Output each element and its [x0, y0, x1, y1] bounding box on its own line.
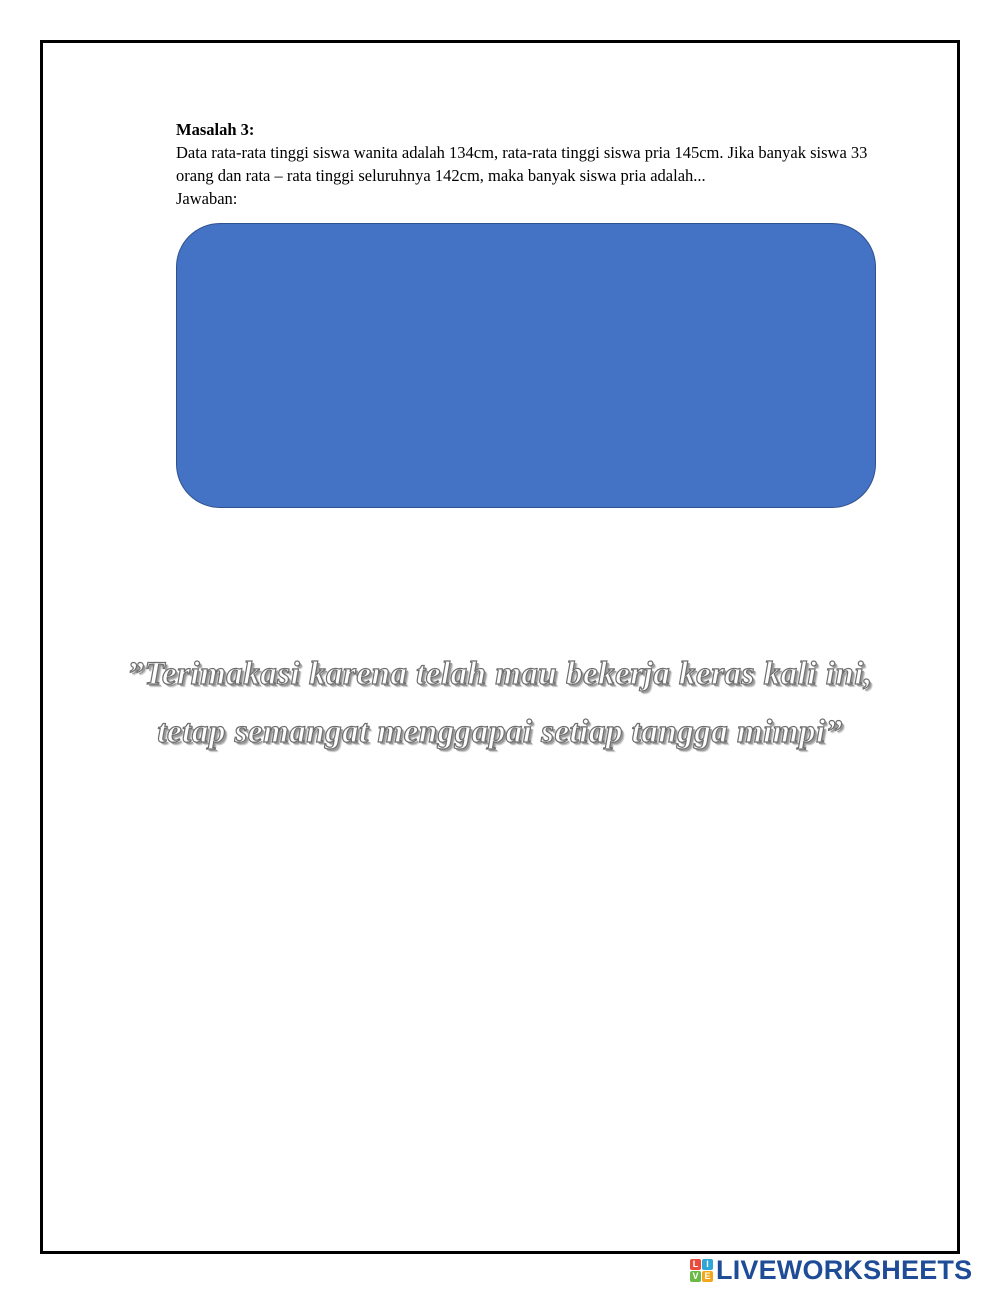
- liveworksheets-logo: [690, 1256, 972, 1284]
- motivational-quote: [60, 645, 940, 761]
- problem-block: [176, 118, 876, 210]
- logo-letter-e: E: [702, 1271, 713, 1282]
- problem-title: Masalah 3:: [176, 120, 255, 139]
- answer-label: Jawaban:: [176, 189, 238, 208]
- logo-text: LIVEWORKSHEETS: [716, 1254, 973, 1285]
- quote-line-2: tetap semangat menggapai setiap tangga mimpi”: [157, 714, 843, 750]
- answer-box[interactable]: [176, 223, 876, 508]
- logo-letter-i: I: [702, 1259, 713, 1270]
- quote-line-1: ”Terimakasi karena telah mau bekerja keras kali ini,: [127, 656, 873, 692]
- problem-text: Data rata-rata tinggi siswa wanita adalah 134cm, rata-rata tinggi siswa pria 145cm. Jika banyak siswa 33 orang dan rata – rata tinggi seluruhnya 142cm, maka banyak siswa pria adalah...: [176, 143, 868, 185]
- logo-letter-v: V: [690, 1271, 701, 1282]
- liveworksheets-logo-icon: [690, 1259, 713, 1282]
- logo-letter-l: L: [690, 1259, 701, 1270]
